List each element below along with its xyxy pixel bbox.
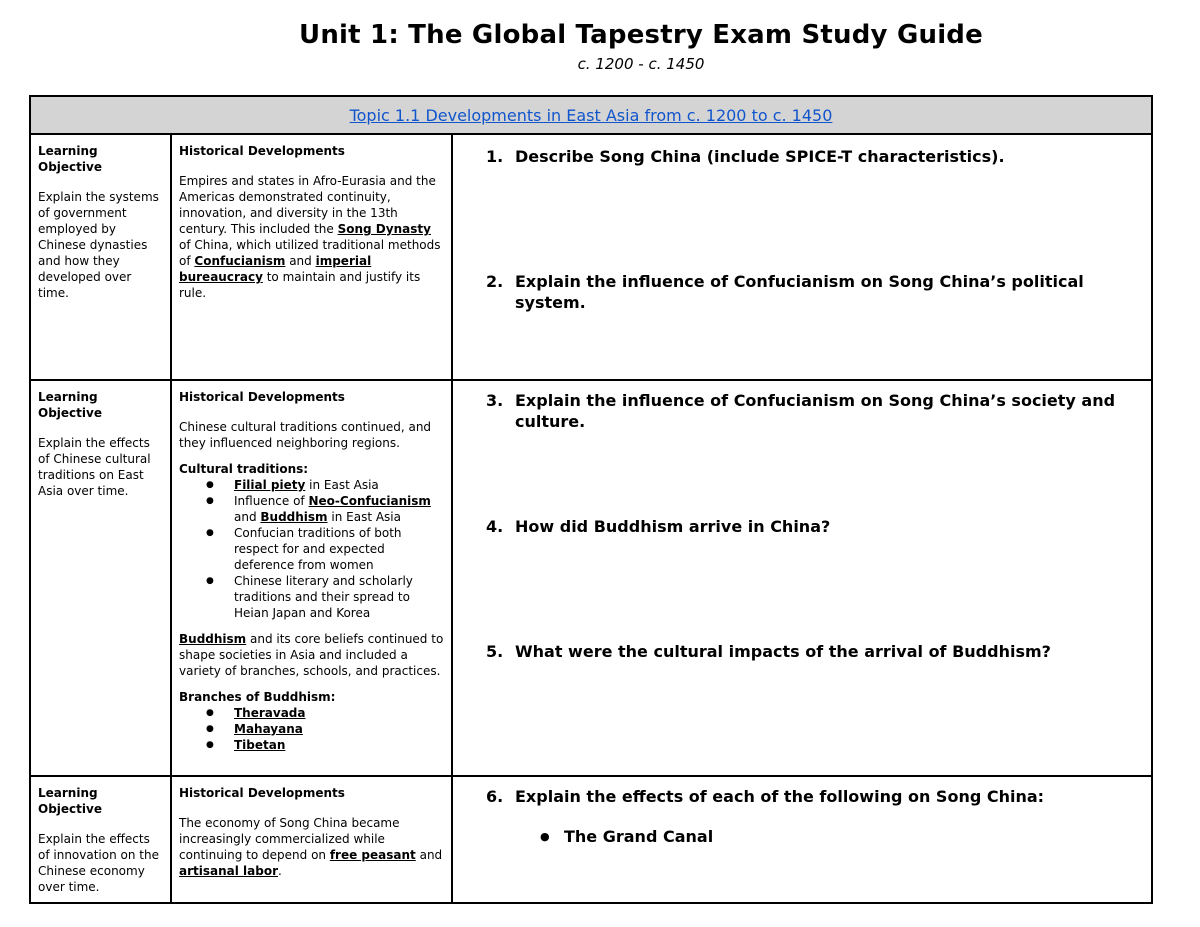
question-number: 2. (486, 272, 504, 291)
key-term: Buddhism (179, 632, 247, 646)
text-span: and its core beliefs continued to shape societies in Asia and included a variety of branches, schools, and practices. (179, 632, 444, 678)
question-text: Explain the influence of Confucianism on Song China’s political system. (515, 272, 1084, 312)
list-item: ● Confucian traditions of both respect for and expected deference from women (234, 525, 445, 573)
text-span: and (415, 848, 443, 862)
key-term: free peasant (329, 848, 416, 862)
text-span: and (234, 510, 261, 524)
page-subtitle: c. 1200 - c. 1450 (577, 55, 705, 73)
sub-item-text: The Grand Canal (564, 827, 714, 846)
buddhism-paragraph (179, 631, 445, 679)
historical-developments-heading: Historical Developments (179, 786, 345, 800)
list-item: ● Chinese literary and scholarly traditions and their spread to Heian Japan and Korea (234, 573, 445, 621)
question-number: 1. (486, 147, 504, 166)
text-span: Influence of (234, 494, 309, 508)
table-row (31, 135, 1151, 381)
text-span: to maintain and justify its rule. (179, 270, 421, 300)
question-item (486, 390, 1146, 432)
question-text: How did Buddhism arrive in China? (515, 517, 831, 536)
historical-developments-text: Chinese cultural traditions continued, and they influenced neighboring regions. (179, 420, 432, 450)
bullet-icon: ● (540, 830, 550, 843)
historical-developments-cell (172, 135, 453, 379)
cultural-traditions-heading: Cultural traditions: (179, 462, 309, 476)
text-span: in East Asia (305, 478, 379, 492)
historical-developments-text (179, 173, 445, 301)
learning-objective-heading: Learning Objective (38, 786, 102, 816)
question-text: Explain the effects of each of the following on Song China: (515, 787, 1045, 806)
learning-objective-text: Explain the effects of Chinese cultural traditions on East Asia over time. (38, 436, 151, 498)
historical-developments-cell (172, 777, 453, 902)
table-row (31, 381, 1151, 777)
question-text: Describe Song China (include SPICE-T characteristics). (515, 147, 1005, 166)
study-guide-table (29, 95, 1153, 904)
question-number: 3. (486, 391, 504, 410)
question-item (486, 271, 1146, 313)
learning-objective-cell (31, 135, 172, 379)
topic-header (31, 97, 1151, 135)
list-item: ● Theravada (234, 705, 445, 721)
text-span: and (285, 254, 316, 268)
sub-item (540, 827, 713, 846)
list-item: ● Tibetan (234, 737, 445, 753)
text-span: of China, which utilized traditional methods of (179, 238, 441, 268)
cultural-traditions-list (179, 477, 445, 621)
key-term: Buddhism (260, 510, 328, 524)
key-term: artisanal labor (179, 864, 278, 878)
learning-objective-heading: Learning Objective (38, 144, 102, 174)
key-term: Filial piety (234, 478, 306, 492)
questions-cell (453, 777, 1151, 902)
historical-developments-cell (172, 381, 453, 775)
key-term: imperial bureaucracy (179, 254, 372, 284)
questions-cell (453, 381, 1151, 775)
learning-objective-cell (31, 777, 172, 902)
text-span: . (278, 864, 282, 878)
key-term: Neo-Confucianism (308, 494, 431, 508)
text-span: Empires and states in Afro-Eurasia and the Americas demonstrated continuity, innovation, and diversity in the 13th century. This included the (179, 174, 436, 236)
learning-objective-text: Explain the systems of government employed by Chinese dynasties and how they developed over time. (38, 190, 159, 300)
table-row (31, 777, 1151, 902)
question-number: 4. (486, 517, 504, 536)
question-text: What were the cultural impacts of the arrival of Buddhism? (515, 642, 1051, 661)
list-item (234, 493, 445, 525)
historical-developments-text (179, 815, 445, 879)
question-number: 5. (486, 642, 504, 661)
page-title: Unit 1: The Global Tapestry Exam Study Guide (299, 20, 983, 50)
question-item (486, 786, 1146, 807)
question-item (486, 641, 1146, 662)
question-item (486, 146, 1146, 167)
historical-developments-heading: Historical Developments (179, 390, 345, 404)
historical-developments-heading: Historical Developments (179, 144, 345, 158)
key-term: Song Dynasty (337, 222, 431, 236)
key-term: Confucianism (194, 254, 286, 268)
text-span: The economy of Song China became increasingly commercialized while continuing to depend on (179, 816, 400, 862)
topic-link[interactable]: Topic 1.1 Developments in East Asia from c. 1200 to c. 1450 (349, 106, 833, 125)
text-span: in East Asia (327, 510, 401, 524)
question-text: Explain the influence of Confucianism on Song China’s society and culture. (515, 391, 1116, 431)
branches-list (179, 705, 445, 753)
question-item (486, 516, 1146, 537)
branches-heading: Branches of Buddhism: (179, 690, 336, 704)
questions-cell (453, 135, 1151, 379)
list-item: ● Mahayana (234, 721, 445, 737)
learning-objective-text: Explain the effects of innovation on the Chinese economy over time. (38, 832, 159, 894)
learning-objective-cell (31, 381, 172, 775)
list-item (234, 477, 445, 493)
question-number: 6. (486, 787, 504, 806)
learning-objective-heading: Learning Objective (38, 390, 102, 420)
